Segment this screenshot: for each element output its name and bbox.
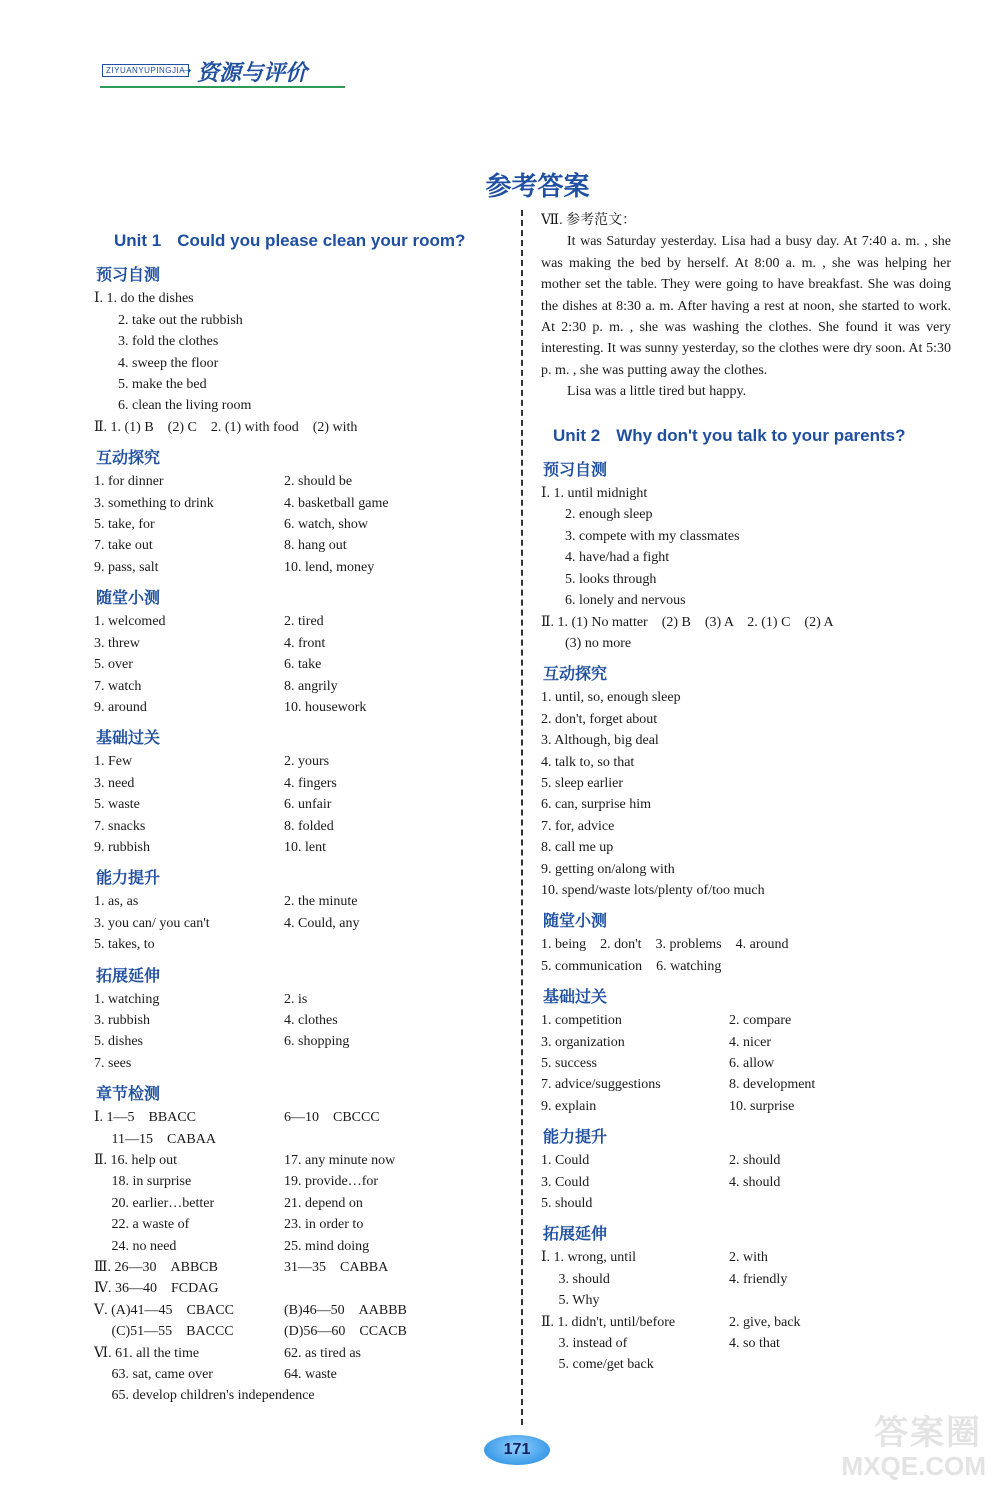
answer-item: 17. any minute now	[284, 1153, 396, 1168]
answer-item: 2. give, back	[729, 1314, 801, 1330]
answer-item: 3. need	[94, 775, 135, 791]
section-heading: 章节检测	[96, 1084, 161, 1104]
section-heading: 拓展延伸	[96, 965, 161, 985]
answer-item: 3. organization	[541, 1034, 625, 1050]
section-heading: 互动探究	[543, 664, 608, 684]
answer-item	[284, 1278, 504, 1299]
answer-item: 19. provide…for	[284, 1174, 379, 1190]
answer-item: 6. take	[284, 657, 322, 673]
answer-item	[284, 1053, 504, 1074]
answer-item: 3. should	[541, 1271, 610, 1287]
answer-item: Ⅳ. 36—40 FCDAG	[94, 1281, 219, 1297]
answer-item	[729, 1354, 929, 1375]
logo-pinyin: ZIYUANYUPINGJIA	[102, 64, 189, 77]
left-column	[94, 230, 514, 1407]
answer-line: 2. take out the rubbish	[118, 312, 243, 328]
essay-paragraph: It was Saturday yesterday. Lisa had a busy day. At 7:40 a. m. , she was making the bed by herself. At 8:00 a. m. , she was helping her mother set the table. They were going to have breakfast. She was doing the dishes at 8:30 a. m. After having a rest at noon, she started to work. At 2:30 p. m. , she was washing the clothes. She found it was very interesting. It was sunny yesterday, so the clothes were dry soon. At 5:30 p. m. , she was putting away the clothes.	[541, 234, 951, 378]
watermark-logo: 答案圈	[874, 1413, 982, 1453]
answer-item: 8. hang out	[284, 538, 347, 554]
answer-item: 5. take, for	[94, 517, 155, 533]
answer-item: 1. competition	[541, 1013, 622, 1029]
answer-item: 7. advice/suggestions	[541, 1077, 661, 1093]
answer-item: 11—15 CABAA	[94, 1131, 216, 1147]
answer-line: (3) no more	[565, 635, 632, 651]
answer-item: Ⅵ. 61. all the time	[94, 1345, 200, 1361]
watermark-url: MXQE.COM	[841, 1451, 986, 1481]
answer-line: 6. lonely and nervous	[565, 593, 686, 609]
unit-name: Could you please clean your room?	[177, 231, 466, 250]
answer-item: Ⅱ. 1. didn't, until/before	[541, 1314, 676, 1330]
answer-item: 5. success	[541, 1056, 597, 1071]
answer-grid	[94, 1107, 514, 1407]
answer-line: 5. make the bed	[118, 377, 207, 393]
header-logo	[100, 54, 345, 88]
answer-line: 1. until, so, enough sleep	[541, 690, 681, 706]
answer-item: 6. watch, show	[284, 517, 368, 533]
answer-item: 1. for dinner	[94, 474, 164, 490]
answer-item: 6. unfair	[284, 797, 332, 813]
answer-item: 2. is	[284, 991, 308, 1007]
answer-item	[284, 934, 504, 955]
answer-line: 10. spend/waste lots/plenty of/too much	[541, 882, 765, 898]
answer-grid	[541, 1247, 951, 1375]
answer-line: 2. don't, forget about	[541, 711, 658, 727]
answer-item: Ⅰ. 1—5 BBACC	[94, 1110, 196, 1126]
answer-line: Ⅰ. 1. until midnight	[541, 486, 648, 502]
answer-grid	[541, 1010, 951, 1117]
section-heading: 基础过关	[543, 987, 608, 1007]
answer-line: Ⅱ. 1. (1) No matter (2) B (3) A 2. (1) C (2) A	[541, 614, 834, 630]
answer-line: 1. being 2. don't 3. problems 4. around	[541, 937, 789, 953]
model-essay	[541, 231, 951, 402]
answer-grid	[94, 751, 514, 858]
answer-item: 3. something to drink	[94, 495, 214, 511]
answer-item: 3. rubbish	[94, 1012, 150, 1028]
answer-item: 8. angrily	[284, 678, 338, 694]
answer-item: 9. pass, salt	[94, 559, 159, 575]
answer-item: 4. clothes	[284, 1012, 338, 1028]
answer-line: 6. clean the living room	[118, 398, 252, 414]
section-heading: 能力提升	[543, 1127, 608, 1147]
section-heading: 互动探究	[96, 448, 161, 468]
answer-item: Ⅱ. 16. help out	[94, 1153, 178, 1168]
answer-item: 8. folded	[284, 818, 334, 834]
answer-item: Ⅲ. 26—30 ABBCB	[94, 1260, 218, 1276]
answer-item: 8. development	[729, 1077, 816, 1093]
answer-item: 5. Why	[541, 1293, 600, 1309]
answer-item: 63. sat, came over	[94, 1367, 213, 1383]
right-column	[541, 210, 951, 1376]
answer-item: 64. waste	[284, 1367, 337, 1383]
answer-item: (C)51—55 BACCC	[94, 1324, 234, 1340]
answer-line: Ⅰ. 1. do the dishes	[94, 291, 194, 307]
answer-item: 2. compare	[729, 1013, 792, 1029]
unit-number: Unit 2	[553, 425, 601, 445]
answer-item: 2. should be	[284, 474, 353, 490]
answer-item: 4. so that	[729, 1336, 780, 1352]
answer-item: (B)46—50 AABBB	[284, 1302, 407, 1318]
answer-grid	[94, 611, 514, 718]
answer-item: 10. lent	[284, 839, 326, 855]
answer-grid	[541, 1150, 951, 1214]
answer-item: (D)56—60 CCACB	[284, 1324, 407, 1340]
answer-item: 5. waste	[94, 797, 140, 813]
answer-item: 62. as tired as	[284, 1345, 361, 1361]
answer-item: 5. dishes	[94, 1034, 143, 1050]
answer-item: 4. should	[729, 1174, 781, 1190]
answer-item: 18. in surprise	[94, 1174, 192, 1190]
essay-heading: Ⅶ. 参考范文：	[541, 213, 637, 228]
answer-item	[284, 1385, 504, 1406]
answer-item: 5. over	[94, 657, 133, 673]
answer-item: 7. watch	[94, 678, 142, 694]
section-heading: 能力提升	[96, 868, 161, 888]
answer-item	[284, 1129, 504, 1150]
answer-item: 1. as, as	[94, 894, 139, 910]
answer-item: 2. the minute	[284, 894, 358, 910]
answer-item: 25. mind doing	[284, 1238, 370, 1254]
answer-item: 2. tired	[284, 614, 324, 630]
answer-grid	[94, 989, 514, 1075]
answer-line: 8. call me up	[541, 840, 614, 856]
answer-line: 3. Although, big deal	[541, 733, 659, 749]
answer-grid	[94, 471, 514, 578]
answer-line: 7. for, advice	[541, 818, 615, 834]
unit-title	[541, 425, 951, 446]
answer-line: 3. compete with my classmates	[565, 528, 740, 544]
page-title: 参考答案	[485, 172, 590, 202]
answer-item: 5. takes, to	[94, 937, 155, 953]
answer-line: 5. sleep earlier	[541, 775, 624, 791]
answer-item: 31—35 CABBA	[284, 1260, 389, 1276]
section-heading: 随堂小测	[96, 588, 161, 608]
answer-item: 9. around	[94, 699, 147, 715]
answer-item	[729, 1290, 929, 1311]
answer-line: Ⅱ. 1. (1) B (2) C 2. (1) with food (2) with	[94, 419, 358, 435]
page-number: 171	[484, 1435, 550, 1465]
answer-item: 20. earlier…better	[94, 1195, 215, 1211]
answer-item: 2. yours	[284, 754, 330, 770]
answer-item: 5. come/get back	[541, 1357, 654, 1373]
unit-number: Unit 1	[114, 231, 162, 250]
answer-item	[729, 1193, 929, 1214]
section-heading: 预习自测	[96, 265, 161, 285]
answer-line: 6. can, surprise him	[541, 797, 652, 813]
logo-underline	[100, 86, 345, 88]
answer-item: Ⅴ. (A)41—45 CBACC	[94, 1302, 235, 1318]
arrow-icon: ➝	[180, 64, 192, 79]
answer-item: 7. take out	[94, 538, 153, 554]
answer-item: 21. depend on	[284, 1195, 363, 1211]
answer-line: 3. fold the clothes	[118, 334, 219, 350]
answer-item: 6—10 CBCCC	[284, 1110, 380, 1126]
answer-item: 4. fingers	[284, 775, 337, 791]
answer-item: 4. Could, any	[284, 915, 360, 931]
column-divider	[521, 210, 523, 1425]
answer-line: 4. talk to, so that	[541, 754, 635, 770]
answer-line: 9. getting on/along with	[541, 861, 675, 877]
answer-line: 5. looks through	[565, 571, 657, 587]
watermark	[792, 1405, 992, 1485]
answer-item: 2. should	[729, 1153, 781, 1169]
answer-item: 5. should	[541, 1196, 593, 1212]
answer-item: 10. surprise	[729, 1098, 795, 1114]
answer-grid	[94, 891, 514, 955]
answer-item: 4. front	[284, 635, 326, 651]
answer-item: 7. sees	[94, 1055, 132, 1071]
answer-line: 4. have/had a fight	[565, 550, 670, 566]
answer-line: 2. enough sleep	[565, 507, 653, 523]
answer-item: 24. no need	[94, 1238, 177, 1254]
answer-item: 65. develop children's independence	[94, 1388, 315, 1404]
answer-item: 3. instead of	[541, 1336, 628, 1352]
answer-item: 2. with	[729, 1250, 768, 1266]
answer-item: 23. in order to	[284, 1217, 364, 1233]
answer-item: 4. friendly	[729, 1271, 788, 1287]
answer-item: 6. allow	[729, 1056, 775, 1071]
answer-item: 1. Few	[94, 754, 133, 770]
unit-title	[94, 230, 514, 251]
answer-item: 3. threw	[94, 635, 140, 651]
answer-item: 22. a waste of	[94, 1217, 190, 1233]
answer-item: 6. shopping	[284, 1034, 350, 1050]
answer-item: 4. nicer	[729, 1034, 771, 1050]
answer-item: 4. basketball game	[284, 495, 389, 511]
section-heading: 基础过关	[96, 728, 161, 748]
answer-item: 1. welcomed	[94, 614, 166, 630]
answer-item: Ⅰ. 1. wrong, until	[541, 1250, 636, 1266]
answer-item: 9. rubbish	[94, 839, 150, 855]
logo-brand: 资源与评价	[197, 61, 308, 86]
answer-item: 7. snacks	[94, 818, 146, 834]
answer-item: 10. lend, money	[284, 559, 375, 575]
answer-item: 3. Could	[541, 1174, 590, 1190]
answer-item: 1. Could	[541, 1153, 590, 1169]
unit-name: Why don't you talk to your parents?	[616, 425, 906, 445]
answer-item: 1. watching	[94, 991, 160, 1007]
section-heading: 拓展延伸	[543, 1224, 608, 1244]
answer-item: 9. explain	[541, 1098, 597, 1114]
answer-line: 5. communication 6. watching	[541, 958, 722, 974]
answer-item: 10. housework	[284, 699, 367, 715]
section-heading: 预习自测	[543, 460, 608, 480]
section-heading: 随堂小测	[543, 911, 608, 931]
answer-line: 4. sweep the floor	[118, 355, 219, 371]
answer-item: 3. you can/ you can't	[94, 915, 210, 931]
essay-paragraph: Lisa was a little tired but happy.	[567, 384, 747, 400]
